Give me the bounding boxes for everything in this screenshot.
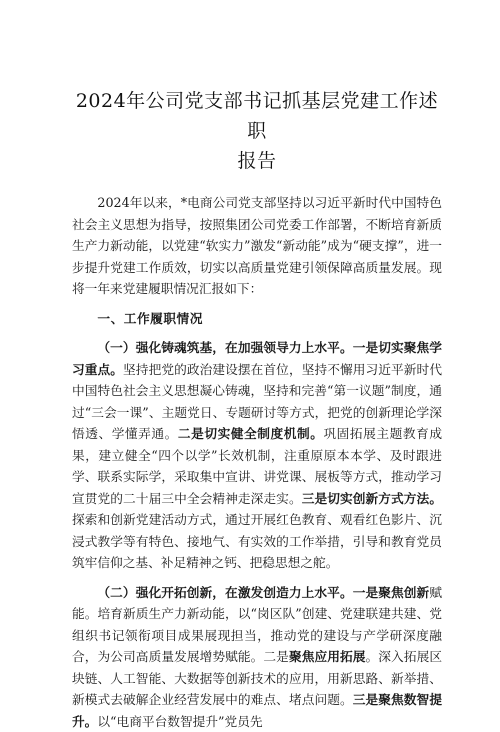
title-line-1: 2024年公司党支部书记抓基层党建工作述职 <box>72 86 442 146</box>
intro-paragraph: 2024年以来，*电商公司党支部坚持以习近平新时代中国特色社会主义思想为指导，按照集团公司党委工作部署，不断培育新质生产力新动能，以党建“软实力”激发“新动能”成为“硬支撑”，进一步提升党建工作质效，切实以高质量党建引领保障高质量发展。现将一年来党建履职情况汇报如下： <box>72 192 442 300</box>
paragraph-text: 探索和创新党建活动方式，通过开展红色教育、观看红色影片、沉浸式教学等有特色、接地气、有实效的工作举措，引导和教育党员筑牢信仰之基、补足精神之钙、把稳思想之舵。 <box>72 512 442 570</box>
paragraph-text: 以“电商平台数智提升”党员先 <box>97 714 262 729</box>
paragraph-bold-point: 三是切实创新方式方法。 <box>302 491 442 506</box>
document-title <box>72 86 442 176</box>
paragraph-innovation <box>72 582 442 732</box>
title-line-2: 报告 <box>72 146 442 176</box>
paragraph-bold-point: 三是聚焦数智提升。 <box>72 692 442 729</box>
paragraph-lead-bold: （二）强化开拓创新，在激发创造力上水平。一是聚焦创新 <box>97 585 429 600</box>
paragraph-bold-point: 二是切实健全制度机制。 <box>178 426 324 441</box>
paragraph-lead-bold: （一）强化铸魂筑基，在加强领导力上水平。一是切实聚焦学习重点。 <box>72 340 442 377</box>
section-heading-work-performance: 一、工作履职情况 <box>72 308 442 330</box>
paragraph-text: 赋能。培育新质生产力新动能，以“岗区队”创建、党建联建共建、党组织书记领衔项目成果展现担当，推动党的建设与产学研深度融合，为公司高质量发展增势赋能。二是 <box>72 585 442 665</box>
paragraph-text: 巩固拓展主题教育成果，建立健全“四个以学”长效机制，注重原原本本学、及时跟进学、联系实际学，采取集中宣讲、讲党课、展板等方式，推动学习宣贯党的二十届三中全会精神走深走实。 <box>72 426 442 506</box>
paragraph-text: 坚持把党的政治建设摆在首位，坚持不懈用习近平新时代中国特色社会主义思想凝心铸魂，坚持和完善“第一议题”制度，通过“三会一课”、主题党日、专题研讨等方式，把党的创新理论学深悟透、学懂弄通。 <box>72 362 442 442</box>
paragraph-bold-point: 聚焦应用拓展 <box>289 649 366 664</box>
paragraph-text: 。深入拓展区块链、人工智能、大数据等创新技术的应用，用新思路、新举措、新模式去破解企业经营发展中的难点、堵点问题。 <box>72 649 442 707</box>
paragraph-soul-foundation <box>72 337 442 574</box>
